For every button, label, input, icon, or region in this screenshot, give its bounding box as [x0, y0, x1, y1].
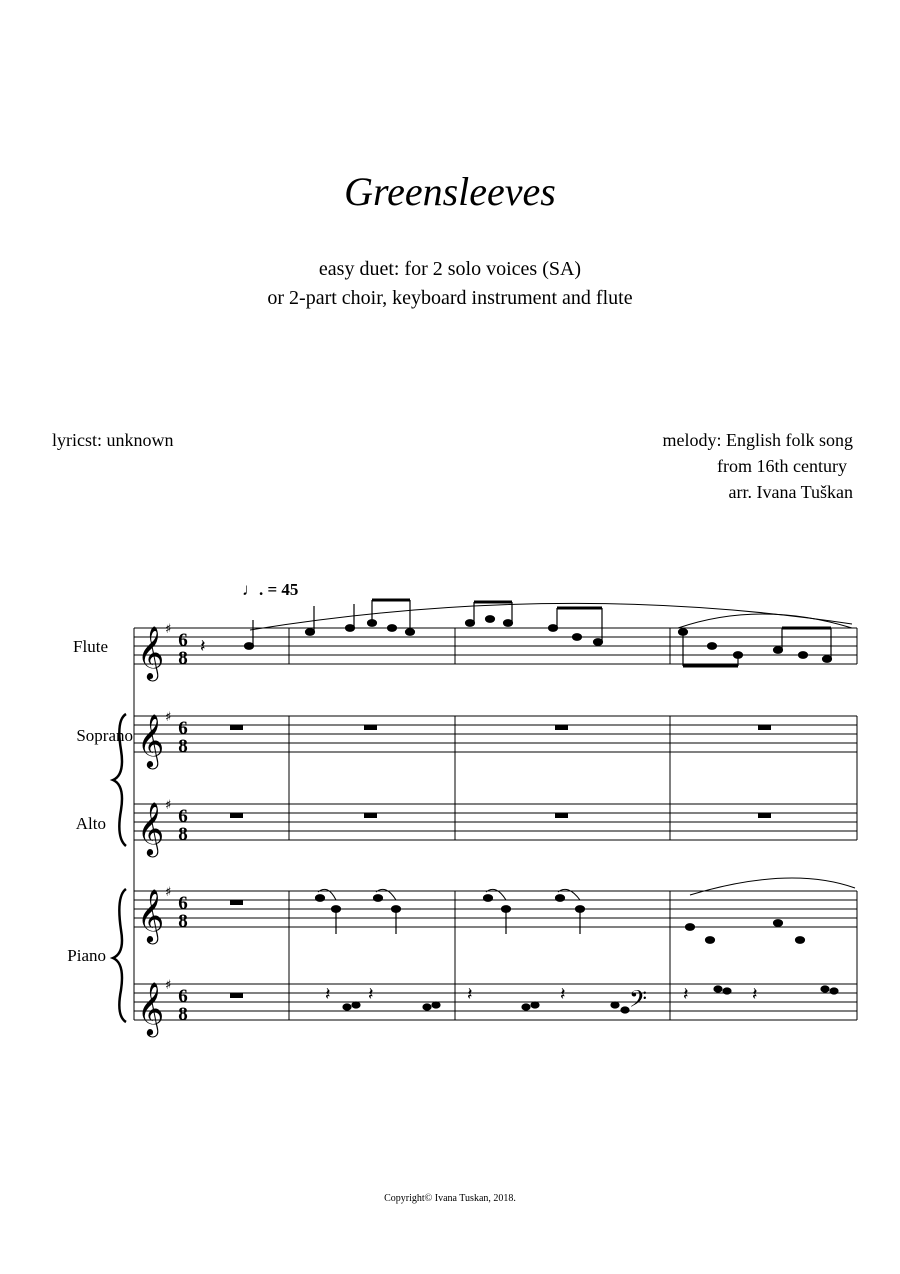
note-head [774, 920, 783, 927]
time-signature-top: 6 [178, 718, 188, 739]
staff-flute [134, 628, 857, 664]
note-head [573, 634, 582, 641]
arranger-credit: arr. Ivana Tuškan [728, 482, 853, 502]
staff-piano-right-hand [134, 891, 857, 927]
quarter-rest-icon: 𝄽 [200, 636, 206, 656]
note-head [245, 643, 254, 650]
subtitle-line-1: easy duet: for 2 solo voices (SA) [318, 258, 582, 280]
note-head [723, 988, 731, 994]
quarter-rest-icon: 𝄽 [683, 984, 689, 1004]
instrument-label-alto: Alto [75, 814, 106, 833]
treble-clef-icon: 𝄞 [137, 981, 165, 1035]
note-head [594, 639, 603, 646]
note-head [531, 1002, 539, 1008]
note-head [549, 625, 558, 632]
staff-soprano [134, 716, 857, 752]
note-head [686, 924, 695, 931]
note-head [611, 1002, 619, 1008]
note-head [306, 629, 315, 636]
dotted-quarter-note-icon: ♩. [242, 580, 264, 599]
note-head [714, 986, 722, 992]
quarter-rest-icon: 𝄽 [560, 984, 566, 1004]
note-head [830, 988, 838, 994]
sharp-icon: ♯ [165, 798, 172, 813]
sharp-icon: ♯ [165, 622, 172, 637]
note-head [343, 1004, 351, 1010]
melody-credit: melody: English folk song [662, 430, 853, 450]
note-head [522, 1004, 530, 1010]
quarter-rest-icon: 𝄽 [325, 984, 331, 1004]
sharp-icon: ♯ [165, 885, 172, 900]
whole-rest-icon [230, 813, 243, 818]
note-head [774, 647, 783, 654]
lyricist-credit: lyricst: unknown [52, 430, 174, 450]
whole-rest-icon [230, 725, 243, 730]
note-head [352, 1002, 360, 1008]
treble-clef-icon: 𝄞 [137, 625, 165, 679]
phrase-slur-2 [678, 614, 852, 628]
note-head [466, 620, 475, 627]
note-head [706, 937, 715, 944]
whole-rest-icon [230, 993, 243, 998]
whole-rest-icon [555, 813, 568, 818]
copyright-notice: Copyright© Ivana Tuskan, 2018. [384, 1193, 516, 1204]
note-head [823, 656, 832, 663]
instrument-label-soprano: Soprano [76, 726, 133, 745]
note-head [423, 1004, 431, 1010]
treble-clef-icon: 𝄞 [137, 801, 165, 855]
treble-clef-icon: 𝄞 [137, 713, 165, 767]
whole-rest-icon [758, 725, 771, 730]
note-head [504, 620, 513, 627]
whole-rest-icon [364, 813, 377, 818]
treble-clef-icon: 𝄞 [137, 888, 165, 942]
whole-rest-icon [230, 900, 243, 905]
sharp-icon: ♯ [165, 710, 172, 725]
score-title: Greensleeves [344, 169, 556, 214]
time-signature-bottom: 8 [178, 1004, 188, 1025]
sharp-icon: ♯ [165, 978, 172, 993]
whole-rest-icon [364, 725, 377, 730]
quarter-rest-icon: 𝄽 [368, 984, 374, 1004]
time-signature-bottom: 8 [178, 648, 188, 669]
note-head [621, 1007, 629, 1013]
tempo-value: = 45 [267, 580, 299, 599]
note-head [432, 1002, 440, 1008]
note-head [316, 895, 325, 902]
time-signature-bottom: 8 [178, 736, 188, 757]
instrument-label-flute: Flute [73, 637, 108, 656]
time-signature-top: 6 [178, 630, 188, 651]
time-signature-top: 6 [178, 986, 188, 1007]
staff-alto [134, 716, 857, 840]
note-head [799, 652, 808, 659]
brace-choir-icon [113, 714, 126, 846]
note-head [556, 895, 565, 902]
quarter-rest-icon: 𝄽 [467, 984, 473, 1004]
staff-piano-left-hand [134, 891, 857, 1020]
note-head [484, 895, 493, 902]
bass-clef-icon: 𝄢 [629, 985, 648, 1018]
note-head [346, 625, 355, 632]
time-signature-top: 6 [178, 893, 188, 914]
note-head [796, 937, 805, 944]
note-head [486, 616, 495, 623]
whole-rest-icon [555, 725, 568, 730]
century-credit: from 16th century [717, 456, 847, 476]
note-head [821, 986, 829, 992]
note-head [388, 625, 397, 632]
note-head [374, 895, 383, 902]
brace-piano-icon [113, 889, 126, 1022]
quarter-rest-icon: 𝄽 [752, 984, 758, 1004]
subtitle-line-2: or 2-part choir, keyboard instrument and flute [267, 287, 633, 309]
piano-slur [690, 878, 855, 895]
whole-rest-icon [758, 813, 771, 818]
instrument-label-piano: Piano [67, 946, 106, 965]
time-signature-bottom: 8 [178, 824, 188, 845]
time-signature-top: 6 [178, 806, 188, 827]
time-signature-bottom: 8 [178, 911, 188, 932]
note-head [708, 643, 717, 650]
